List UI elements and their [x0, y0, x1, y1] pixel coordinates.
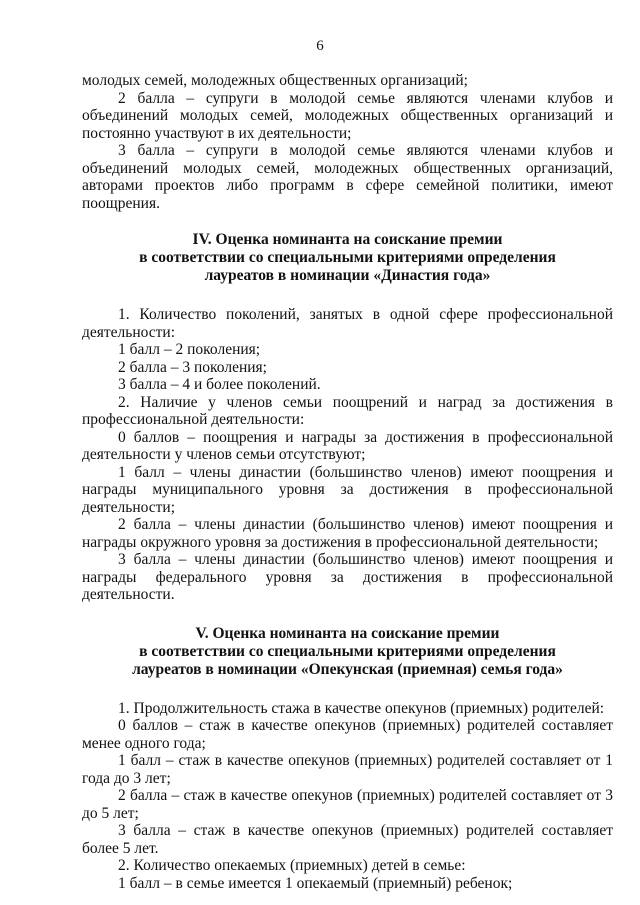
section-body-v	[82, 700, 613, 893]
paragraph: 2 балла – супруги в молодой семье являются членами клубов и объединений молодых семей, молодежных общественных организаций и постоянно участвуют в их деятельности;	[82, 89, 613, 142]
paragraph: 2. Количество опекаемых (приемных) детей в семье:	[118, 857, 466, 874]
paragraph: 3 балла – стаж в качестве опекунов (приемных) родителей составляет более 5 лет.	[82, 822, 613, 857]
section-heading-iv	[82, 231, 613, 285]
heading-line: в соответствии со специальными критериями определения	[139, 249, 556, 266]
document-body	[82, 72, 613, 892]
heading-line: V. Оценка номинанта на соискание премии	[195, 624, 500, 642]
paragraph: 3 балла – члены династии (большинство членов) имеют поощрения и награды федерального уровня за достижения в профессиональной деятельности.	[82, 551, 613, 603]
section-heading-v	[82, 625, 613, 679]
paragraph: 1 балл – члены династии (большинство членов) имеют поощрения и награды муниципального уровня за достижения в профессиональной деятельности;	[82, 463, 613, 516]
paragraph: 2 балла – члены династии (большинство членов) имеют поощрения и награды окружного уровня за достижения в профессиональной деятельности;	[82, 516, 613, 551]
paragraph: 3 балла – 4 и более поколений.	[118, 376, 321, 393]
paragraph: 0 баллов – поощрения и награды за достижения в профессиональной деятельности у членов семьи отсутствуют;	[82, 428, 613, 463]
paragraph: 2. Наличие у членов семьи поощрений и наград за достижения в профессиональной деятельности:	[82, 393, 613, 428]
page-number: 6	[316, 38, 324, 54]
paragraph: 3 балла – супруги в молодой семье являются членами клубов и объединений молодых семей, молодежных общественных организаций, авторами проектов либо программ в сфере семейной политики, имеют поощрения.	[82, 142, 613, 212]
paragraph: молодых семей, молодежных общественных организаций;	[82, 72, 468, 89]
paragraph: 2 балла – стаж в качестве опекунов (приемных) родителей составляет от 3 до 5 лет;	[82, 787, 613, 822]
heading-line: в соответствии со специальными критериями определения	[139, 642, 556, 660]
paragraph: 0 баллов – стаж в качестве опекунов (приемных) родителей составляет менее одного года;	[82, 717, 613, 752]
paragraph: 1 балл – 2 поколения;	[118, 341, 261, 358]
heading-line: IV. Оценка номинанта на соискание премии	[192, 231, 503, 248]
section-body-iv	[82, 306, 613, 604]
paragraph: 2 балла – 3 поколения;	[118, 358, 267, 376]
heading-line: лауреатов в номинации «Династия года»	[204, 267, 491, 284]
paragraph: 1 балл – стаж в качестве опекунов (приемных) родителей составляет от 1 года до 3 лет;	[82, 752, 613, 787]
paragraph: 1. Количество поколений, занятых в одной сфере профессиональной деятельности:	[82, 306, 613, 341]
paragraph: 1. Продолжительность стажа в качестве опекунов (приемных) родителей:	[118, 699, 605, 717]
paragraph: 1 балл – в семье имеется 1 опекаемый (приемный) ребенок;	[118, 874, 513, 892]
heading-line: лауреатов в номинации «Опекунская (приемная) семья года»	[132, 660, 563, 678]
